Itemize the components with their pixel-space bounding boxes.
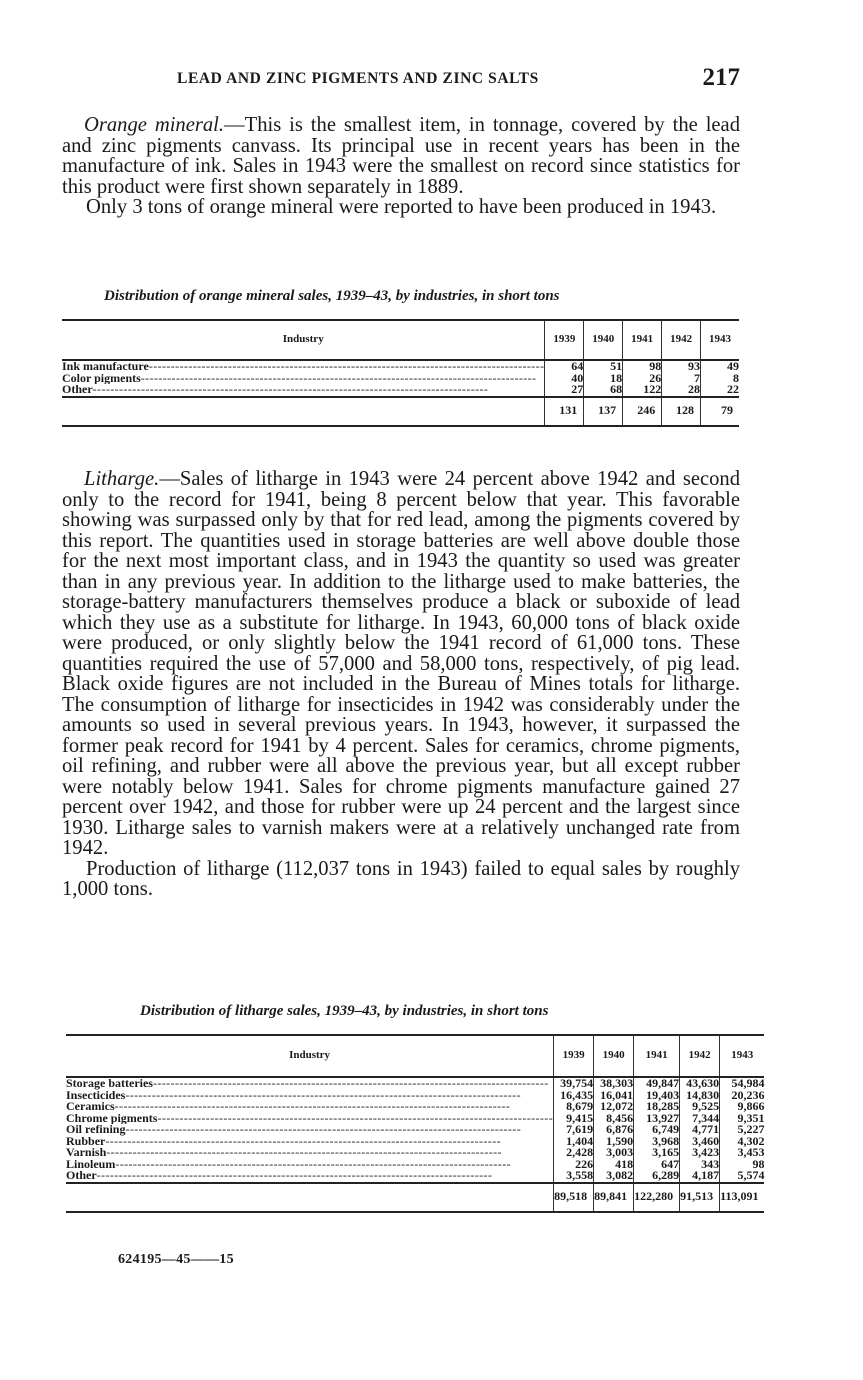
table-cell: 39,754 xyxy=(560,1076,594,1090)
table-cell: 7,619 xyxy=(566,1122,594,1136)
table-cell: 3,423 xyxy=(692,1145,720,1159)
table-cell: 40 xyxy=(571,370,584,385)
table1-header-1943: 1943 xyxy=(701,320,739,360)
table2-header-1941: 1941 xyxy=(634,1035,680,1077)
table-cell: 122 xyxy=(643,382,662,396)
table-cell: 18 xyxy=(610,370,623,385)
orange-mineral-lead-in: Orange mineral. xyxy=(84,114,225,136)
running-header xyxy=(62,64,740,94)
table2-col-1942 xyxy=(680,1077,720,1183)
table-cell: 647 xyxy=(661,1156,680,1171)
table1-col-1943 xyxy=(701,360,739,397)
print-code: 624195—45——15 xyxy=(118,1252,234,1267)
table1-total-1939: 131 xyxy=(545,397,584,427)
table2-total-1942: 91,513 xyxy=(680,1183,720,1213)
table1-total-1940: 137 xyxy=(584,397,623,427)
table-row: Other ----- xyxy=(66,1170,553,1182)
table2-body xyxy=(66,1077,764,1183)
table-cell: 51 xyxy=(610,359,623,373)
table-cell: 8,456 xyxy=(606,1110,634,1125)
table-row: Ink manufacture ----- xyxy=(62,361,544,373)
orange-mineral-table xyxy=(62,319,739,427)
table-cell: 43,630 xyxy=(686,1076,720,1090)
table-cell: 16,435 xyxy=(560,1087,594,1102)
table-cell: 9,525 xyxy=(692,1099,720,1113)
table2-total-1943: 113,091 xyxy=(720,1183,765,1213)
table-cell: 9,866 xyxy=(737,1099,765,1113)
table-cell: 54,984 xyxy=(731,1076,765,1090)
table-cell: 8,679 xyxy=(566,1099,594,1113)
table-cell: 9,415 xyxy=(566,1110,594,1125)
table1-total-1941: 246 xyxy=(623,397,662,427)
table1-header-1939: 1939 xyxy=(545,320,584,360)
table-cell: 20,236 xyxy=(731,1087,765,1102)
table1-col-1941 xyxy=(623,360,662,397)
table-cell: 3,453 xyxy=(737,1145,765,1159)
table-row: Storage batteries ----- xyxy=(66,1078,553,1090)
table2-industry-column xyxy=(66,1077,554,1183)
table1-total-label xyxy=(62,397,545,427)
table2-total-1940: 89,841 xyxy=(594,1183,634,1213)
table-row: Varnish ----- xyxy=(66,1147,553,1159)
litharge-lead-in: Litharge. xyxy=(84,468,160,490)
table2-header-industry: Industry xyxy=(66,1035,554,1077)
table-cell: 49 xyxy=(727,359,739,373)
table1-body xyxy=(62,360,739,397)
table-row: Other ----- xyxy=(62,384,544,396)
table1-caption: Distribution of orange mineral sales, 1939–43, by industries, in short tons xyxy=(104,288,560,304)
table-cell: 7,344 xyxy=(692,1110,720,1125)
table2-header-1939: 1939 xyxy=(554,1035,594,1077)
orange-mineral-production-paragraph: Only 3 tons of orange mineral were reported to have been produced in 1943. xyxy=(86,196,717,218)
table-cell: 3,082 xyxy=(606,1168,634,1182)
table-cell: 343 xyxy=(701,1156,720,1171)
table-row: Rubber ----- xyxy=(66,1136,553,1148)
litharge-paragraph xyxy=(62,469,740,859)
table2-col-1939 xyxy=(554,1077,594,1183)
litharge-production-paragraph: Production of litharge (112,037 tons in 1943) failed to equal sales by roughly 1,000 tons. xyxy=(62,857,740,900)
orange-mineral-section xyxy=(62,115,740,218)
table-cell: 226 xyxy=(575,1156,594,1171)
table-cell: 98 xyxy=(649,359,662,373)
table2-col-1941 xyxy=(634,1077,680,1183)
table-cell: 14,830 xyxy=(686,1087,720,1102)
table2-col-1940 xyxy=(594,1077,634,1183)
table-cell: 93 xyxy=(688,359,701,373)
table-cell: 1,404 xyxy=(566,1133,594,1148)
table1-industry-column xyxy=(62,360,545,397)
table1-col-1942 xyxy=(662,360,701,397)
table1-header-1941: 1941 xyxy=(623,320,662,360)
table-cell: 6,749 xyxy=(652,1122,680,1136)
table-cell: 6,876 xyxy=(606,1122,634,1136)
table-row: Chrome pigments ----- xyxy=(66,1113,553,1125)
table2-header-1943: 1943 xyxy=(720,1035,765,1077)
table2-total-label xyxy=(66,1183,554,1213)
table1-total-1942: 128 xyxy=(662,397,701,427)
table-row: Ceramics ----- xyxy=(66,1101,553,1113)
table-cell: 19,403 xyxy=(646,1087,680,1102)
table-cell: 64 xyxy=(571,359,584,373)
table1-header-1940: 1940 xyxy=(584,320,623,360)
table2-total-1939: 89,518 xyxy=(554,1183,594,1213)
table-cell: 9,351 xyxy=(737,1110,765,1125)
running-title: LEAD AND ZINC PIGMENTS AND ZINC SALTS xyxy=(177,70,539,87)
table-cell: 98 xyxy=(752,1156,765,1171)
table2-total-row xyxy=(66,1183,764,1213)
litharge-text: —Sales of litharge in 1943 were 24 percent above 1942 and second only to the record for 1941, being 8 percent below that year. This favorable showing was surpassed only by that for red lead, among the pigments covered by this report. The quantities used in storage batteries are well above double those for the next most important class, and in 1943 the quantity so used was greater than in any previous year. In addition to the litharge used to make batteries, the storage-battery manufacturers themselves produce a black or suboxide of lead which they use as a substitute for litharge. In 1943, 60,000 tons of black oxide were produced, or only slightly below the 1941 record of 61,000 tons. These quantities required the use of 57,000 and 58,000 tons, respectively, of pig lead. Black oxide figures are not included in the Bureau of Mines totals for litharge. The consumption of litharge for insecticides in 1942 was considerably under the amounts so used in several previous years. In 1943, however, it surpassed the former peak record for 1941 by 4 percent. Sales for ceramics, chrome pigments, oil refining, and rubber were all above the previous year, but all except rubber were notably below 1941. Sales for chrome pigments manufacture gained 27 percent over 1942, and those for rubber were up 24 percent and the largest since 1930. Litharge sales to varnish makers were at a relatively unchanged rate from 1942. xyxy=(62,468,740,859)
litharge-section xyxy=(62,469,740,900)
table-cell: 27 xyxy=(571,382,584,396)
table-cell: 18,285 xyxy=(646,1099,680,1113)
table-cell: 1,590 xyxy=(606,1133,634,1148)
table-cell: 16,041 xyxy=(600,1087,634,1102)
table-cell: 3,558 xyxy=(566,1168,594,1182)
table-row: Insecticides ----- xyxy=(66,1090,553,1102)
orange-mineral-paragraph xyxy=(62,115,740,197)
table1-total-row xyxy=(62,397,739,427)
table1-col-1939 xyxy=(545,360,584,397)
table-cell: 6,289 xyxy=(652,1168,680,1182)
table1-header-row xyxy=(62,320,739,360)
litharge-table xyxy=(66,1034,764,1213)
table-cell: 7 xyxy=(694,370,701,385)
table1-total-1943: 79 xyxy=(701,397,739,427)
table2-col-1943 xyxy=(720,1077,765,1183)
table-cell: 5,227 xyxy=(737,1122,765,1136)
table1-col-1940 xyxy=(584,360,623,397)
table2-header-row xyxy=(66,1035,764,1077)
table-cell: 8 xyxy=(733,370,739,385)
table-cell: 3,968 xyxy=(652,1133,680,1148)
table1-header-industry: Industry xyxy=(62,320,545,360)
table-cell: 418 xyxy=(615,1156,634,1171)
table-cell: 13,927 xyxy=(646,1110,680,1125)
table-cell: 4,187 xyxy=(692,1168,720,1182)
table1-header-1942: 1942 xyxy=(662,320,701,360)
table-cell: 4,302 xyxy=(737,1133,765,1148)
table-cell: 28 xyxy=(688,382,701,396)
table-cell: 3,003 xyxy=(606,1145,634,1159)
table-cell: 12,072 xyxy=(600,1099,634,1113)
table-row: Linoleum ----- xyxy=(66,1159,553,1171)
table2-header-1942: 1942 xyxy=(680,1035,720,1077)
orange-mineral-text: —This is the smallest item, in tonnage, covered by the lead and zinc pigments canvass. Its principal use in recent years has been in the manufacture of ink. Sales in 1943 were the smallest on record since statistics for this product were first shown separately in 1889. xyxy=(62,114,740,198)
table-cell: 49,847 xyxy=(646,1076,680,1090)
table-cell: 68 xyxy=(610,382,623,396)
table-row: Oil refining ----- xyxy=(66,1124,553,1136)
table-cell: 2,428 xyxy=(566,1145,594,1159)
table-row: Color pigments ----- xyxy=(62,373,544,385)
table2-caption: Distribution of litharge sales, 1939–43, by industries, in short tons xyxy=(140,1003,549,1019)
table2-header-1940: 1940 xyxy=(594,1035,634,1077)
table-cell: 3,460 xyxy=(692,1133,720,1148)
table-cell: 3,165 xyxy=(652,1145,680,1159)
table2-total-1941: 122,280 xyxy=(634,1183,680,1213)
table-cell: 26 xyxy=(649,370,662,385)
table-cell: 22 xyxy=(727,382,739,396)
page-number: 217 xyxy=(702,64,740,91)
table-cell: 5,574 xyxy=(737,1168,765,1182)
table-cell: 4,771 xyxy=(692,1122,720,1136)
table-cell: 38,303 xyxy=(600,1076,634,1090)
